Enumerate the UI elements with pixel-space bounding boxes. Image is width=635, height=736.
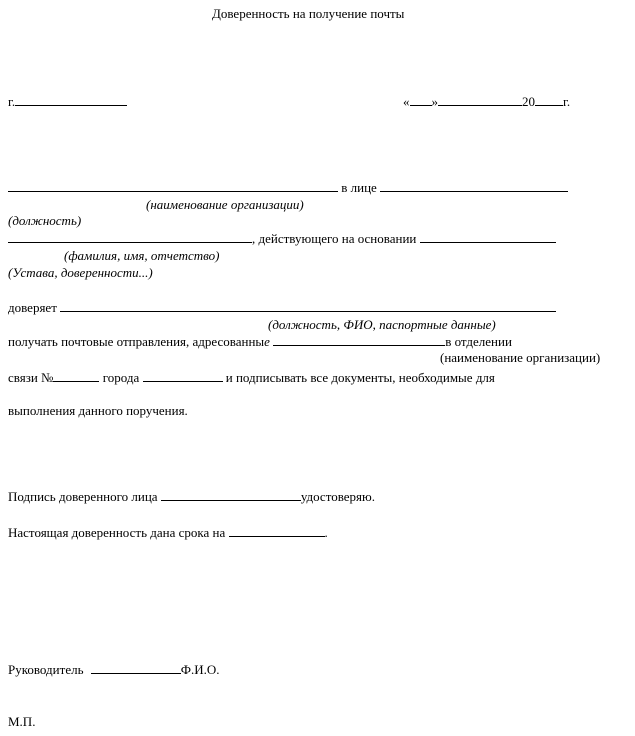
year-blank[interactable] [535,94,563,106]
hint-org-name-2: (наименование организации) [440,350,601,365]
city-line [8,94,127,110]
validity-label: Настоящая доверенность дана срока на [8,525,226,540]
director-signature-blank[interactable] [91,662,181,674]
signature-line [8,489,375,505]
trustee-blank[interactable] [60,300,556,312]
hint-org-name: (наименование организации) [146,197,304,212]
city-blank[interactable] [15,94,127,106]
year-prefix: 20 [522,94,535,109]
signature-blank[interactable] [161,489,301,501]
day-blank[interactable] [410,94,432,106]
signature-label: Подпись доверенного лица [8,489,158,504]
city-name-blank[interactable] [143,370,223,382]
hint-position: (должность) [8,213,82,228]
fio-blank[interactable] [8,231,252,243]
validity-blank[interactable] [229,525,325,537]
certify-label: удостоверяю. [300,489,375,504]
addressee-blank[interactable] [273,334,445,346]
sign-docs-label: и подписывать все документы, необходимые для [225,370,495,385]
hint-position-fio-passport: (должность, ФИО, паспортные данные) [268,317,496,332]
date-close-quote: » [431,94,438,109]
org-name-blank[interactable] [8,180,338,192]
year-suffix: г. [563,94,571,109]
date-open-quote: « [403,94,410,109]
receive-label-ending: е [264,334,270,349]
hint-charter: (Устава, доверенности...) [8,265,153,280]
director-fio-label: Ф.И.О. [180,662,220,677]
director-label: Руководитель [8,662,84,677]
branch-number-blank[interactable] [53,370,99,382]
validity-dot: . [324,525,328,540]
receive-line [8,334,512,350]
in-person-label: в лице [341,180,377,195]
director-line [8,662,220,678]
comm-line [8,370,495,386]
comm-label: связи № [8,370,54,385]
validity-line [8,525,328,541]
trusts-label: доверяет [8,300,57,315]
in-branch-label: в отделении [445,334,512,349]
trusts-line [8,300,556,316]
fio-line [8,231,556,247]
acting-basis-label: , действующего на основании [252,231,417,246]
city-word: города [102,370,140,385]
city-label: г. [8,94,16,109]
org-line [8,180,568,196]
position-blank[interactable] [380,180,568,192]
document-title: Доверенность на получение почты [212,6,405,21]
hint-fio: (фамилия, имя, отчетство) [64,248,220,263]
completion-line: выполнения данного поручения. [8,403,188,418]
month-blank[interactable] [438,94,522,106]
stamp-label: М.П. [8,714,36,729]
date-line [403,94,570,110]
receive-label: получать почтовые отправления, адресованны [8,334,265,349]
basis-blank[interactable] [420,231,556,243]
